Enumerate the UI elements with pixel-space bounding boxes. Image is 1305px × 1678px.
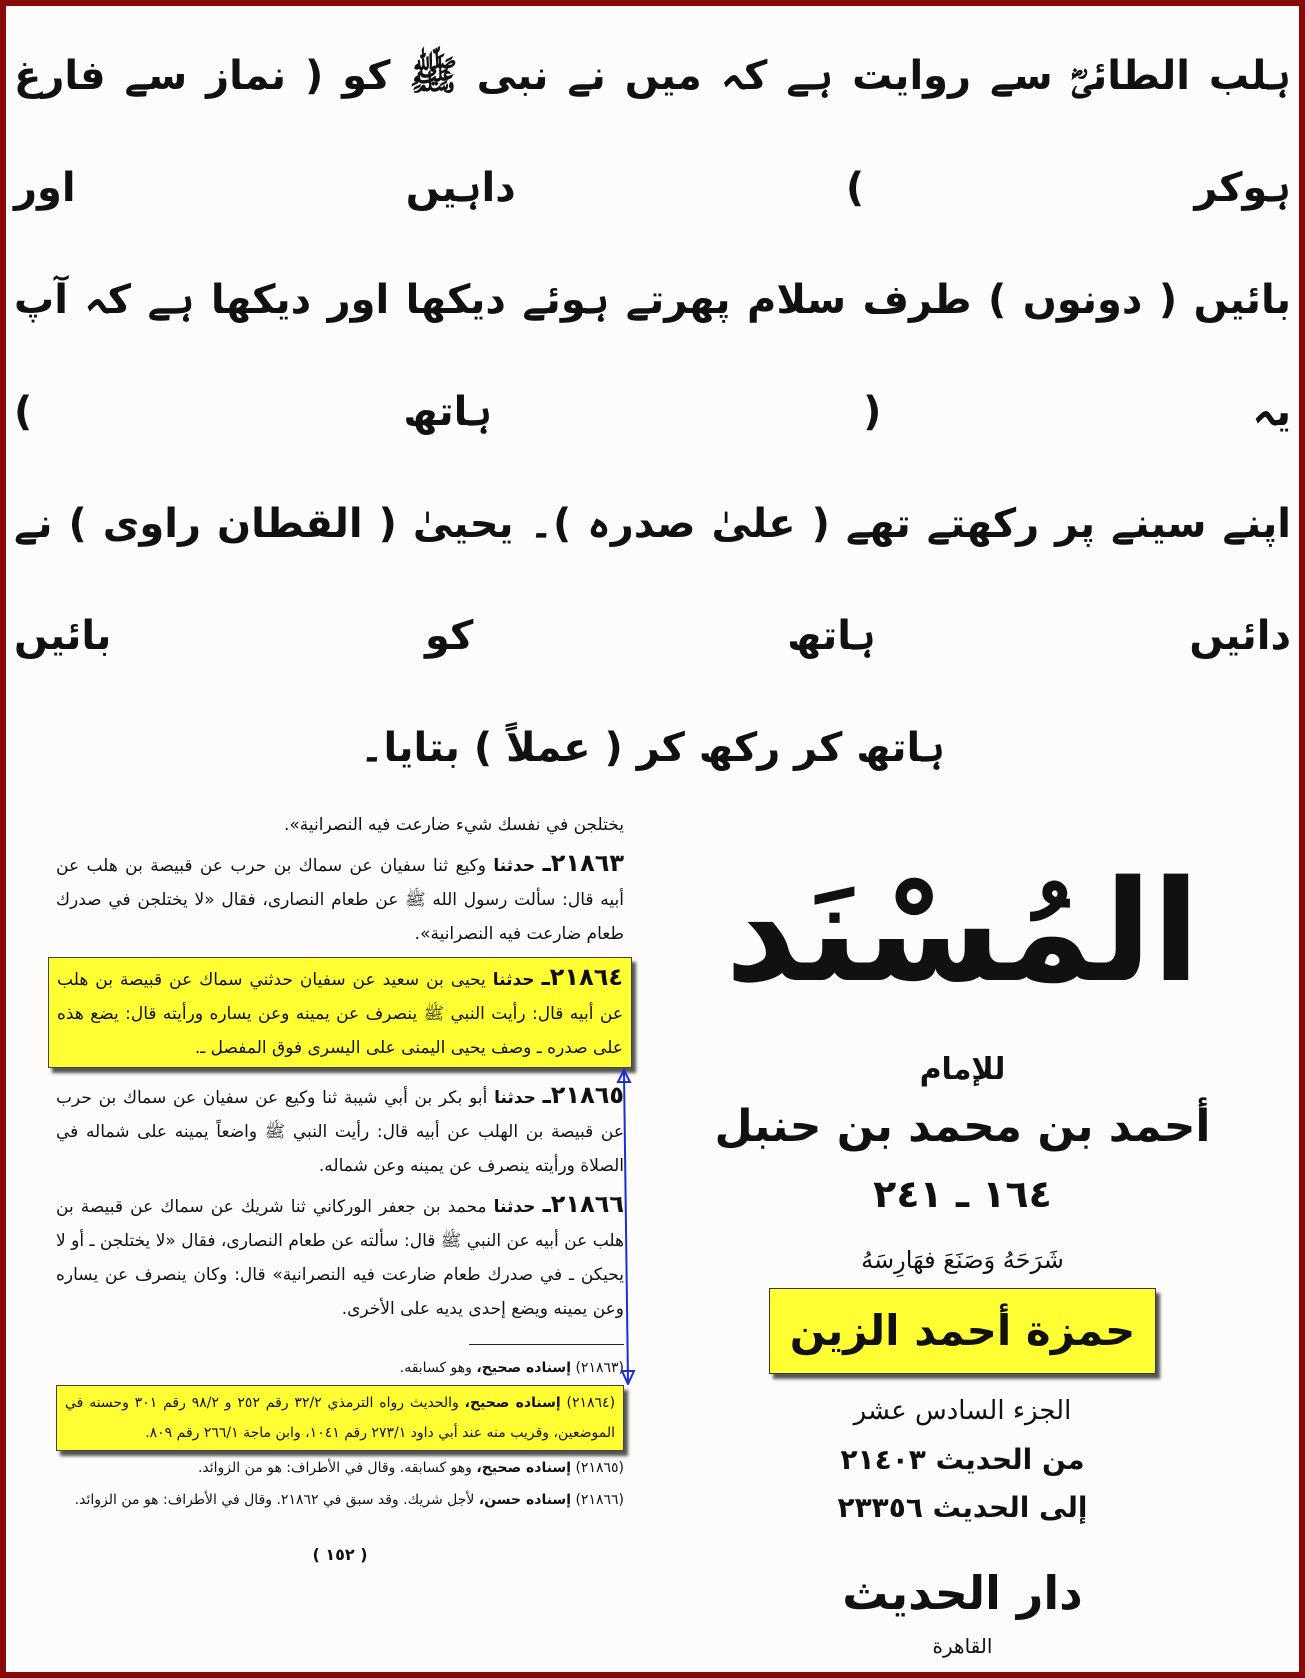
hadith-range-from: من الحديث ٢١٤٠٣	[840, 1443, 1085, 1476]
urdu-line: بائیں ( دونوں ) طرف سلام پھرتے ہوئے دیکھا اور دیکھا ہے کہ آپ یہ ( ہاتھ )	[14, 277, 1291, 435]
book-title: المُسْنَد	[725, 851, 1200, 1014]
volume-label: الجزء السادس عشر	[853, 1396, 1072, 1426]
book-cover	[674, 808, 1251, 1662]
editor-label: شَرَحَهُ وَصَنَعَ فهَارِسَهُ	[861, 1246, 1064, 1274]
publisher: دار الحديث	[842, 1566, 1083, 1620]
book-spread	[14, 808, 1291, 1662]
hadith-21865: ٢١٨٦٥ـ حدثنا أبو بكر بن أبي شيبة ثنا وكيع عن سفيان عن سماك بن حرب عن قبيصة بن الهلب عن أبيه قال: رأيت النبي ﷺ واضعاً يمينه على شماله في الصلاة ورأيته ينصرف عن يمينه وعن شماله.	[56, 1081, 625, 1176]
urdu-line: ہلب الطائیؓ سے روایت ہے کہ میں نے نبی ﷺ کو ( نماز سے فارغ ہوکر ) داہیں اور	[14, 53, 1291, 211]
hadith-21863: ٢١٨٦٣ـ حدثنا وكيع ثنا سفيان عن سماك بن حرب عن قبيصة بن هلب عن أبيه قال: سألت رسول الله ﷺ عن طعام النصارى، فقال «لا يختلجن في صدرك طعام ضارعت فيه النصرانية».	[56, 849, 625, 944]
hadith-21864-highlighted: ٢١٨٦٤ـ حدثنا يحيى بن سعيد عن سفيان حدثني سماك عن قبيصة بن هلب عن أبيه قال: رأيت النبي ﷺ ينصرف عن يمينه وعن يساره ورأيته قال: يضع هذه على صدره ـ وصف يحيى اليمنى على اليسرى فوق المفصل ـ.	[48, 957, 632, 1068]
publisher-city: القاهرة	[932, 1634, 993, 1658]
footnote-21866: (٢١٨٦٦) إسناده حسن، لأجل شريك. وقد سبق في ٢١٨٦٢. وقال في الأطراف: هو من الزوائد.	[74, 1492, 624, 1508]
hadith-range-to: إلى الحديث ٢٣٣٥٦	[837, 1491, 1088, 1524]
urdu-translation	[14, 20, 1291, 804]
urdu-line: اپنے سینے پر رکھتے تھے ( علیٰ صدرہ )۔ یحییٰ ( القطان راوی ) نے دائیں ہاتھ کو بائیں	[14, 501, 1291, 659]
top-line: يختلجن في نفسك شيء ضارعت فيه النصرانية».	[283, 815, 624, 835]
footnote-21865: (٢١٨٦٥) إسناده صحيح، وهو كسابقه. وقال في الأطراف: هو من الزوائد.	[197, 1460, 624, 1476]
page-number: ( ١٥٢ )	[312, 1545, 368, 1564]
footnote-21864-highlighted: (٢١٨٦٤) إسناده صحيح، والحديث رواه الترمذي ٣٢/٢ رقم ٢٥٢ و ٩٨/٢ رقم ٣٠١ وحسنه في الموضعين، وقريب منه عند أبي داود ٢٧٣/١ رقم ١٠٤١، وابن ماجة ٢٦٦/١ رقم ٨٠٩.	[56, 1385, 624, 1451]
imam-label: للإمام	[919, 1052, 1006, 1087]
editor-name: حمزة أحمد الزين	[769, 1288, 1157, 1374]
author-name: أحمد بن محمد بن حنبل	[714, 1101, 1211, 1152]
hadith-21866: ٢١٨٦٦ـ حدثنا محمد بن جعفر الوركاني ثنا شريك عن سماك عن قبيصة بن هلب عن أبيه عن النبي ﷺ قال: سألته عن طعام النصارى، فقال «لا يختلجن ـ أو لا يحيكن ـ في صدرك طعام ضارعت فيه النصرانية» قال: وكان ينصرف عن يساره وعن يمينه ويضع إحدى يديه على الأخرى.	[56, 1190, 625, 1319]
author-dates: ١٦٤ ـ ٢٤١	[873, 1172, 1052, 1216]
hadith-page	[56, 808, 624, 1662]
urdu-line: ہاتھ کر رکھ کر ( عملاً ) بتایا۔	[360, 725, 945, 771]
footnote-divider	[469, 1344, 624, 1345]
footnote-21863: (٢١٨٦٣) إسناده صحيح، وهو كسابقه.	[399, 1360, 624, 1376]
